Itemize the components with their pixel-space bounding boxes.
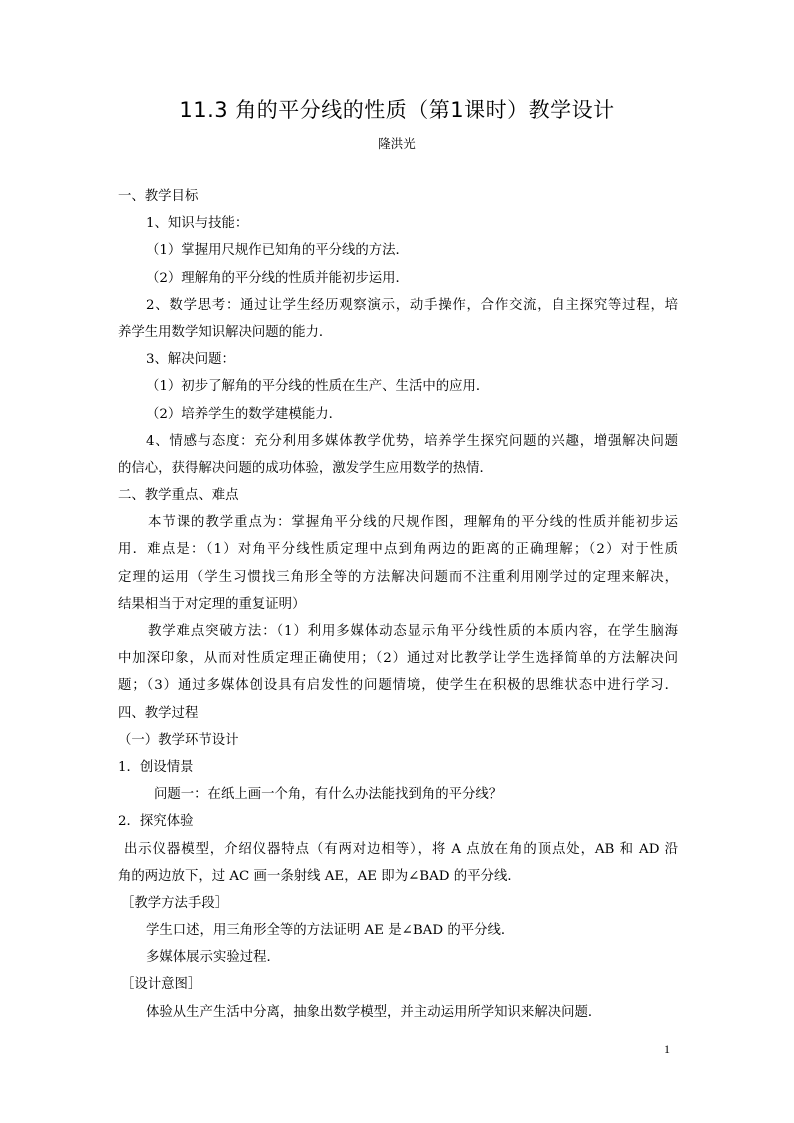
list-item: （2）理解角的平分线的性质并能初步运用． [146,270,409,286]
bracket-heading: ［设计意图］ [121,977,202,993]
paragraph-line: 体验从生产生活中分离，抽象出数学模型，并主动运用所学知识来解决问题． [146,1004,602,1020]
document-body [118,183,678,1026]
paragraph-line: 教学难点突破方法：（1）利用多媒体动态显示角平分线性质的本质内容，在学生脑海 [148,624,678,639]
section-heading: 二、教学重点、难点 [118,488,239,504]
paragraph-line: 题；（3）通过多媒体创设具有启发性的问题情境，使学生在积极的思维状态中进行学习． [118,678,678,694]
paragraph-line: 4、情感与态度：充分利用多媒体教学优势，培养学生探究问题的兴趣，增强解决问题 [146,433,678,449]
subheading: 3、解决问题： [146,352,235,368]
paragraph-line: 用．难点是：（1）对角平分线性质定理中点到角两边的距离的正确理解；（2）对于性质 [118,542,678,558]
subheading: 1、知识与技能： [146,216,249,232]
paragraph-line: 结果相当于对定理的重复证明） [118,596,306,612]
paragraph-line: 的信心，获得解决问题的成功体验，激发学生应用数学的热情． [118,460,493,476]
list-item: （1）掌握用尺规作已知角的平分线的方法． [146,243,409,259]
section-heading: 一、教学目标 [118,189,199,204]
section-heading: 四、教学过程 [118,705,199,721]
paragraph-line: 养学生用数学知识解决问题的能力． [118,324,333,340]
paragraph-line: 角的两边放下，过 AC 画一条射线 AE，AE 即为∠BAD 的平分线． [118,868,521,884]
paragraph-line: 2、数学思考：通过让学生经历观察演示，动手操作，合作交流，自主探究等过程，培 [146,297,678,313]
step-heading: 2．探究体验 [118,814,194,830]
paragraph-line: 本节课的教学重点为：掌握角平分线的尺规作图，理解角的平分线的性质并能初步运 [148,515,678,531]
step-heading: 1．创设情景 [118,759,194,775]
author-name: 隆洪光 [378,136,416,151]
paragraph-line: 多媒体展示实验过程． [146,950,280,966]
list-item: （1）初步了解角的平分线的性质在生产、生活中的应用． [146,379,490,395]
document-title: 11.3 角的平分线的性质（第1课时）教学设计 [179,98,615,122]
paragraph-line: 出示仪器模型，介绍仪器特点（有两对边相等），将 A 点放在角的顶点处，AB 和 AD 沿 [124,841,678,857]
question-line: 问题一：在纸上画一个角，有什么办法能找到角的平分线？ [154,787,503,803]
bracket-heading: ［教学方法手段］ [121,895,229,911]
list-item: （2）培养学生的数学建模能力． [146,406,342,422]
paragraph-line: 定理的运用（学生习惯找三角形全等的方法解决问题而不注重利用刚学过的定理来解决， [118,569,678,585]
paragraph-line: 中加深印象，从而对性质定理正确使用；（2）通过对比教学让学生选择简单的方法解决问 [118,651,678,667]
subsection-heading: （一）教学环节设计 [118,732,239,748]
page-number: 1 [664,1042,670,1056]
paragraph-line: 学生口述，用三角形全等的方法证明 AE 是∠BAD 的平分线． [146,923,515,939]
